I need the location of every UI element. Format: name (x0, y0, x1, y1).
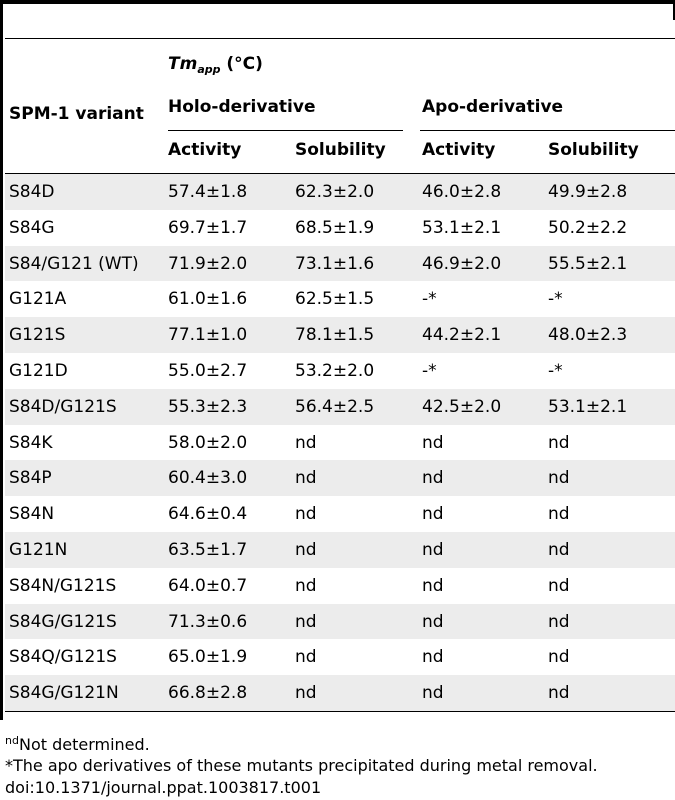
holo-activity-cell: 64.0±0.7 (168, 575, 248, 596)
apo-solubility-cell: nd (548, 683, 570, 704)
apo-group-rule (420, 130, 675, 131)
apo-activity-cell: nd (422, 575, 444, 596)
holo-solubility-cell: 68.5±1.9 (295, 217, 375, 238)
variant-cell: G121A (9, 289, 67, 310)
tm-app-header: $Tm_{app}$ (°C) (168, 54, 263, 76)
variant-cell: S84G/G121S (9, 611, 117, 632)
apo-solubility-cell: 50.2±2.2 (548, 217, 628, 238)
apo-activity-cell: nd (422, 683, 444, 704)
holo-solubility-cell: nd (295, 468, 317, 489)
apo-activity-cell: 46.0±2.8 (422, 182, 502, 202)
left-border (0, 0, 3, 720)
holo-activity-cell: 63.5±1.7 (168, 540, 248, 560)
apo-solubility-cell: nd (548, 504, 570, 525)
holo-solubility-cell: nd (295, 575, 317, 596)
variant-cell: S84D/G121S (9, 396, 117, 417)
holo-activity-cell: 65.0±1.9 (168, 647, 248, 668)
holo-solubility-cell: 62.5±1.5 (295, 289, 375, 310)
apo-solubility-cell: nd (548, 647, 570, 668)
holo-solubility-cell: 62.3±2.0 (295, 182, 375, 202)
apo-activity-cell: nd (422, 432, 444, 453)
holo-activity-cell: 66.8±2.8 (168, 683, 248, 704)
apo-solubility-header: Solubility (548, 140, 639, 160)
variant-cell: S84P (9, 468, 52, 489)
apo-solubility-cell: 55.5±2.1 (548, 253, 628, 274)
apo-solubility-cell: nd (548, 540, 570, 560)
variant-cell: S84/G121 (WT) (9, 253, 139, 274)
apo-solubility-cell: 49.9±2.8 (548, 182, 628, 202)
holo-solubility-cell: nd (295, 683, 317, 704)
apo-solubility-cell: -* (548, 289, 563, 310)
holo-activity-cell: 64.6±0.4 (168, 504, 248, 525)
apo-activity-cell: nd (422, 611, 444, 632)
apo-activity-cell: -* (422, 361, 437, 381)
apo-solubility-cell: 53.1±2.1 (548, 396, 628, 417)
table-bottom-rule (5, 711, 675, 712)
variant-cell: S84D (9, 182, 55, 202)
holo-activity-cell: 57.4±1.8 (168, 182, 248, 202)
holo-solubility-cell: nd (295, 540, 317, 560)
apo-solubility-cell: nd (548, 575, 570, 596)
variant-cell: S84K (9, 432, 53, 453)
variant-cell: S84N/G121S (9, 575, 117, 596)
apo-activity-cell: nd (422, 468, 444, 489)
variant-cell: S84G/G121N (9, 683, 119, 704)
holo-activity-cell: 71.3±0.6 (168, 611, 248, 632)
apo-solubility-cell: 48.0±2.3 (548, 325, 628, 346)
variant-cell: S84N (9, 504, 55, 525)
apo-activity-cell: 46.9±2.0 (422, 253, 502, 274)
top-border (0, 0, 675, 4)
apo-activity-cell: -* (422, 289, 437, 310)
holo-activity-cell: 71.9±2.0 (168, 253, 248, 274)
variant-column-header: SPM-1 variant (9, 104, 144, 124)
holo-solubility-cell: 53.2±2.0 (295, 361, 375, 381)
apo-solubility-cell: nd (548, 611, 570, 632)
apo-activity-cell: 44.2±2.1 (422, 325, 502, 346)
row-shading (5, 460, 675, 496)
variant-cell: G121S (9, 325, 66, 346)
apo-activity-cell: nd (422, 504, 444, 525)
apo-derivative-header: Apo-derivative (422, 97, 564, 117)
holo-group-rule (168, 130, 403, 131)
apo-solubility-cell: nd (548, 432, 570, 453)
apo-activity-header: Activity (422, 140, 496, 160)
variant-cell: G121N (9, 540, 68, 560)
apo-activity-cell: 42.5±2.0 (422, 396, 502, 417)
holo-solubility-cell: nd (295, 647, 317, 668)
footnote-doi: doi:10.1371/journal.ppat.1003817.t001 (5, 778, 322, 797)
holo-activity-cell: 55.3±2.3 (168, 396, 248, 417)
holo-solubility-cell: 73.1±1.6 (295, 253, 375, 274)
apo-solubility-cell: nd (548, 468, 570, 489)
holo-derivative-header: Holo-derivative (168, 97, 316, 117)
holo-solubility-cell: nd (295, 611, 317, 632)
apo-activity-cell: nd (422, 647, 444, 668)
holo-activity-cell: 60.4±3.0 (168, 468, 248, 489)
holo-activity-cell: 58.0±2.0 (168, 432, 248, 453)
holo-solubility-cell: nd (295, 432, 317, 453)
holo-activity-cell: 55.0±2.7 (168, 361, 248, 381)
holo-activity-cell: 77.1±1.0 (168, 325, 248, 346)
holo-activity-cell: 69.7±1.7 (168, 217, 248, 238)
holo-solubility-cell: 56.4±2.5 (295, 396, 375, 417)
variant-cell: S84Q/G121S (9, 647, 117, 668)
apo-activity-cell: 53.1±2.1 (422, 217, 502, 238)
holo-solubility-cell: 78.1±1.5 (295, 325, 375, 346)
footnote-nd: $^{nd}$Not determined. (5, 734, 150, 754)
variant-cell: S84G (9, 217, 55, 238)
variant-cell: G121D (9, 361, 68, 381)
footnote-star: *The apo derivatives of these mutants precipitated during metal removal. (5, 756, 598, 775)
holo-activity-header: Activity (168, 140, 242, 160)
holo-solubility-cell: nd (295, 504, 317, 525)
row-shading (5, 532, 675, 568)
header-top-rule (5, 38, 675, 39)
holo-solubility-header: Solubility (295, 140, 386, 160)
holo-activity-cell: 61.0±1.6 (168, 289, 248, 310)
apo-activity-cell: nd (422, 540, 444, 560)
apo-solubility-cell: -* (548, 361, 563, 381)
